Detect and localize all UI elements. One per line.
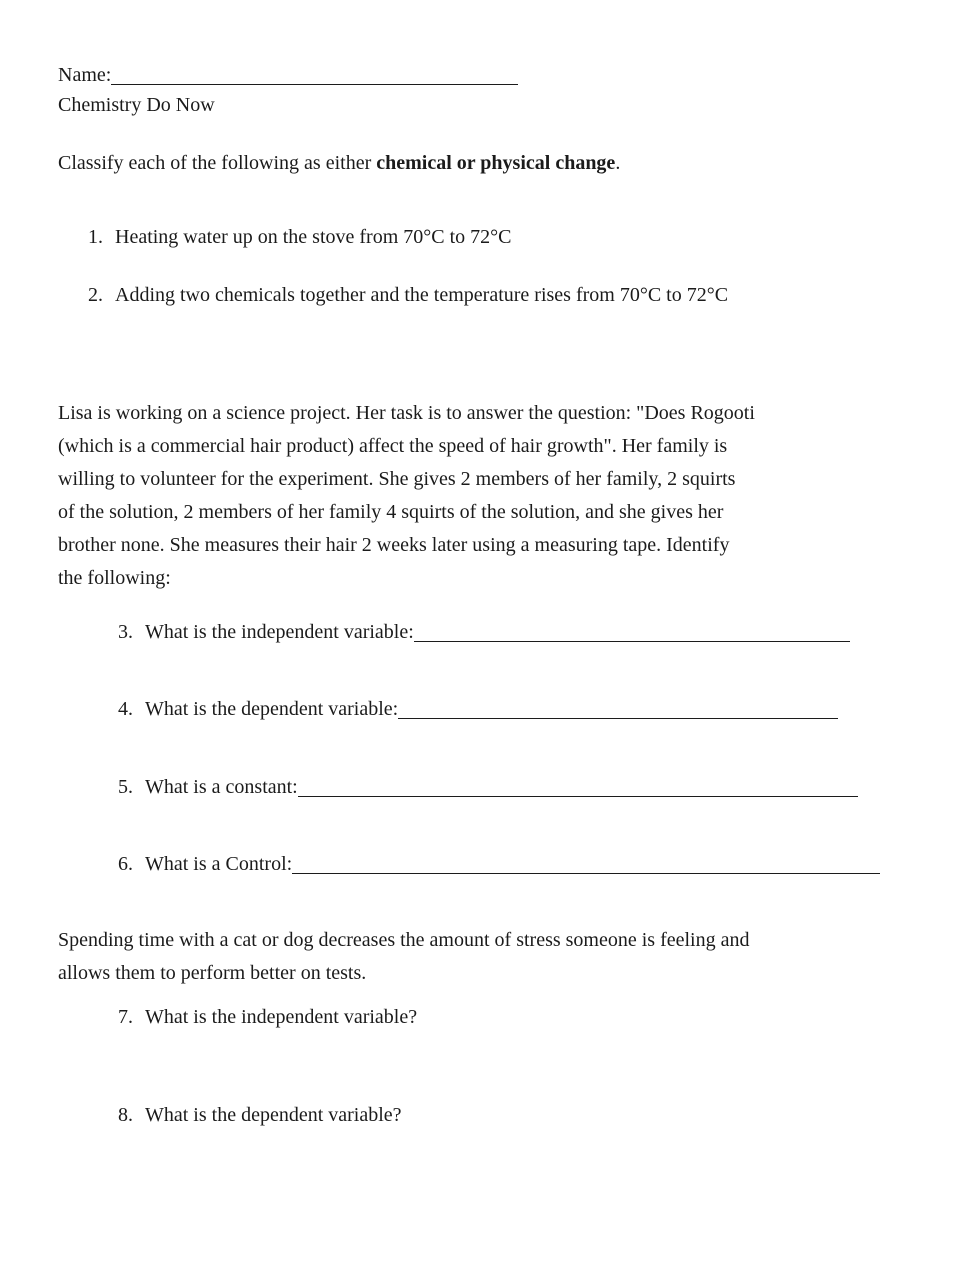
- paragraph-line: Lisa is working on a science project. Her task is to answer the question: "Does Rogooti: [58, 402, 755, 424]
- question-label: What is the dependent variable?: [145, 1104, 402, 1126]
- answer-blank-q3[interactable]: [414, 621, 850, 642]
- paragraph-line: of the solution, 2 members of her family 4 squirts of the solution, and she gives her: [58, 501, 724, 523]
- question-label: What is a Control:: [145, 853, 293, 875]
- name-answer-blank[interactable]: [111, 64, 518, 85]
- answer-blank-q6[interactable]: [292, 853, 880, 874]
- question-5: [118, 772, 921, 799]
- course-title: Chemistry Do Now: [58, 94, 215, 116]
- question-6: [118, 849, 921, 876]
- paragraph-line: (which is a commercial hair product) affect the speed of hair growth". Her family is: [58, 435, 728, 457]
- item-text: Adding two chemicals together and the temperature rises from 70°C to 72°C: [115, 284, 729, 306]
- question-label: What is the independent variable?: [145, 1006, 418, 1028]
- question-number: 6.: [118, 853, 133, 875]
- question-number: 5.: [118, 776, 133, 798]
- question-number: 4.: [118, 698, 133, 720]
- classify-item-2: [88, 284, 921, 307]
- question-number: 3.: [118, 621, 133, 643]
- instructions: [58, 152, 921, 175]
- question-number: 8.: [118, 1104, 133, 1126]
- answer-blank-q4[interactable]: [398, 698, 838, 719]
- question-label: What is the independent variable:: [145, 621, 414, 643]
- answer-blank-q5[interactable]: [298, 776, 858, 797]
- question-4: [118, 694, 921, 721]
- pet-paragraph: [58, 924, 921, 990]
- question-number: 7.: [118, 1006, 133, 1028]
- instructions-prefix: Classify each of the following as either: [58, 152, 377, 174]
- question-label: What is the dependent variable:: [145, 698, 399, 720]
- item-text: Heating water up on the stove from 70°C to 72°C: [115, 226, 512, 248]
- name-row: [58, 60, 921, 87]
- paragraph-line: willing to volunteer for the experiment. She gives 2 members of her family, 2 squirts: [58, 468, 736, 490]
- paragraph-line: allows them to perform better on tests.: [58, 962, 367, 984]
- paragraph-line: the following:: [58, 567, 171, 589]
- instructions-bold: chemical or physical change: [376, 152, 616, 174]
- item-number: 1.: [88, 226, 103, 248]
- question-label: What is a constant:: [145, 776, 298, 798]
- name-label: Name:: [58, 64, 112, 86]
- instructions-suffix: .: [615, 152, 621, 174]
- question-3: [118, 617, 921, 644]
- classify-item-1: [88, 226, 921, 249]
- paragraph-line: Spending time with a cat or dog decreases the amount of stress someone is feeling and: [58, 929, 750, 951]
- item-number: 2.: [88, 284, 103, 306]
- question-8: [118, 1104, 921, 1127]
- paragraph-line: brother none. She measures their hair 2 weeks later using a measuring tape. Identify: [58, 534, 730, 556]
- question-7: [118, 1006, 921, 1029]
- lisa-paragraph: [58, 397, 921, 595]
